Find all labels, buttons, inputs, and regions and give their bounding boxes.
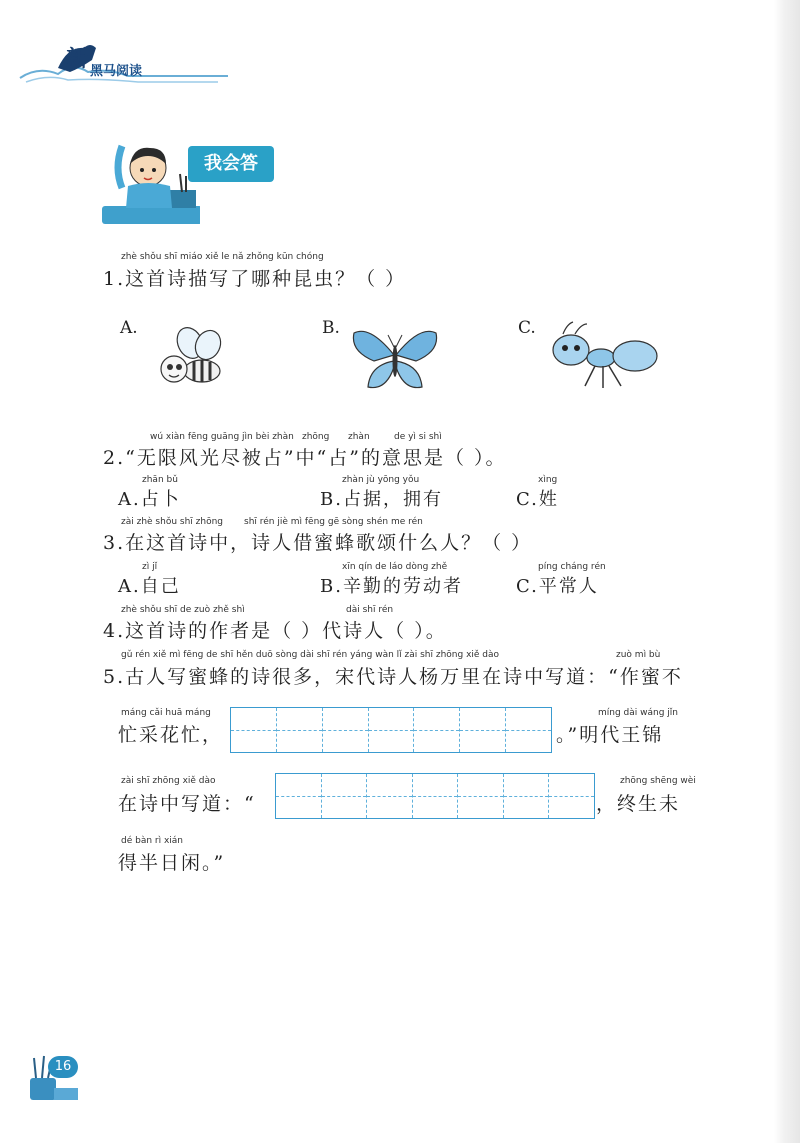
q2-pinyin-b: zhōng	[302, 432, 330, 442]
bee-icon	[150, 325, 230, 390]
q3-pinyin-b: shī rén jiè mì fēng gē sòng shén me rén	[244, 517, 423, 527]
logo-character: 新	[66, 46, 89, 72]
q1-pinyin: zhè shǒu shī miáo xiě le nǎ zhǒng kūn chóng	[121, 252, 324, 262]
answer-cell[interactable]	[506, 708, 551, 752]
q5-pinyin-line1b: zuò mì bù	[616, 650, 661, 660]
q2-pinyin-c: zhàn	[348, 432, 370, 442]
q2-option-b-pinyin: zhàn jù yōng yǒu	[342, 475, 420, 485]
logo-title: 黑马阅读	[90, 64, 143, 79]
q1-option-a-label: A.	[120, 318, 138, 338]
page-number: 16	[48, 1056, 78, 1078]
answer-cell[interactable]	[549, 774, 594, 818]
answer-cell[interactable]	[369, 708, 415, 752]
scholar-boy-icon	[100, 128, 200, 228]
answer-grid-2[interactable]	[275, 773, 595, 819]
series-logo	[18, 38, 238, 86]
question-5-text-line2b: 。”明代王锦	[556, 724, 664, 746]
question-4-text: 4.这首诗的作者是（ ）代诗人（ ）。	[103, 620, 447, 642]
question-5-text-line1: 5.古人写蜜蜂的诗很多，宋代诗人杨万里在诗中写道：“作蜜不	[103, 666, 683, 688]
q2-pinyin-d: de yì si shì	[394, 432, 442, 442]
answer-cell[interactable]	[414, 708, 460, 752]
q5-pinyin-line2: máng cǎi huā máng	[121, 708, 211, 718]
answer-cell[interactable]	[323, 708, 369, 752]
q2-pinyin-a: wú xiàn fēng guāng jìn bèi zhàn	[150, 432, 294, 442]
question-5-text-line4: 得半日闲。”	[118, 852, 226, 874]
answer-grid-1[interactable]	[230, 707, 552, 753]
section-header	[100, 128, 275, 228]
q2-option-a-pinyin: zhān bǔ	[142, 475, 178, 485]
answer-cell[interactable]	[504, 774, 550, 818]
q3-option-b-pinyin: xīn qín de láo dòng zhě	[342, 562, 448, 572]
butterfly-icon	[350, 325, 440, 395]
ant-icon	[545, 320, 665, 395]
q2-option-c-pinyin: xìng	[538, 475, 558, 485]
q3-option-b: B.辛勤的劳动者	[320, 576, 463, 597]
q3-option-a: A.自己	[118, 576, 181, 597]
answer-cell[interactable]	[460, 708, 506, 752]
question-3-text: 3.在这首诗中，诗人借蜜蜂歌颂什么人？（ ）	[103, 532, 533, 554]
answer-cell[interactable]	[276, 774, 322, 818]
answer-cell[interactable]	[413, 774, 459, 818]
q1-option-c-label: C.	[518, 318, 536, 338]
q5-pinyin-line2b: míng dài wáng jǐn	[598, 708, 678, 718]
q5-pinyin-line4: dé bàn rì xián	[121, 836, 184, 846]
q3-pinyin-a: zài zhè shǒu shī zhōng	[121, 517, 223, 527]
question-5-text-line2a: 忙采花忙，	[118, 724, 224, 746]
question-2-text: 2.“无限风光尽被占”中“占”的意思是（ ）。	[103, 447, 507, 469]
q4-pinyin-a: zhè shǒu shī de zuò zhě shì	[121, 605, 245, 615]
page-binding-shadow	[774, 0, 800, 1143]
q4-pinyin-b: dài shī rén	[346, 605, 394, 615]
q3-option-c: C.平常人	[516, 576, 599, 597]
q5-pinyin-line1: gǔ rén xiě mì fēng de shī hěn duō sòng dài shī rén yáng wàn lǐ zài shī zhōng xiě dào	[121, 650, 500, 660]
q3-option-c-pinyin: píng cháng rén	[538, 562, 606, 572]
answer-cell[interactable]	[277, 708, 323, 752]
q2-option-a: A.占卜	[118, 489, 181, 510]
question-1-text: 1.这首诗描写了哪种昆虫？（ ）	[103, 268, 407, 290]
question-5-text-line3a: 在诗中写道：“	[118, 793, 256, 815]
answer-cell[interactable]	[458, 774, 504, 818]
question-5-text-line3b: ，终生未	[596, 793, 681, 815]
q1-option-b-label: B.	[322, 318, 340, 338]
q2-option-b: B.占据，拥有	[320, 489, 443, 510]
q3-option-a-pinyin: zì jǐ	[142, 562, 158, 572]
page-number-badge	[26, 1052, 82, 1102]
answer-cell[interactable]	[231, 708, 277, 752]
q2-option-c: C.姓	[516, 489, 559, 510]
answer-cell[interactable]	[322, 774, 368, 818]
answer-cell[interactable]	[367, 774, 413, 818]
section-title: 我会答	[188, 146, 274, 182]
q5-pinyin-line3b: zhōng shēng wèi	[620, 776, 696, 786]
q5-pinyin-line3: zài shī zhōng xiě dào	[121, 776, 216, 786]
